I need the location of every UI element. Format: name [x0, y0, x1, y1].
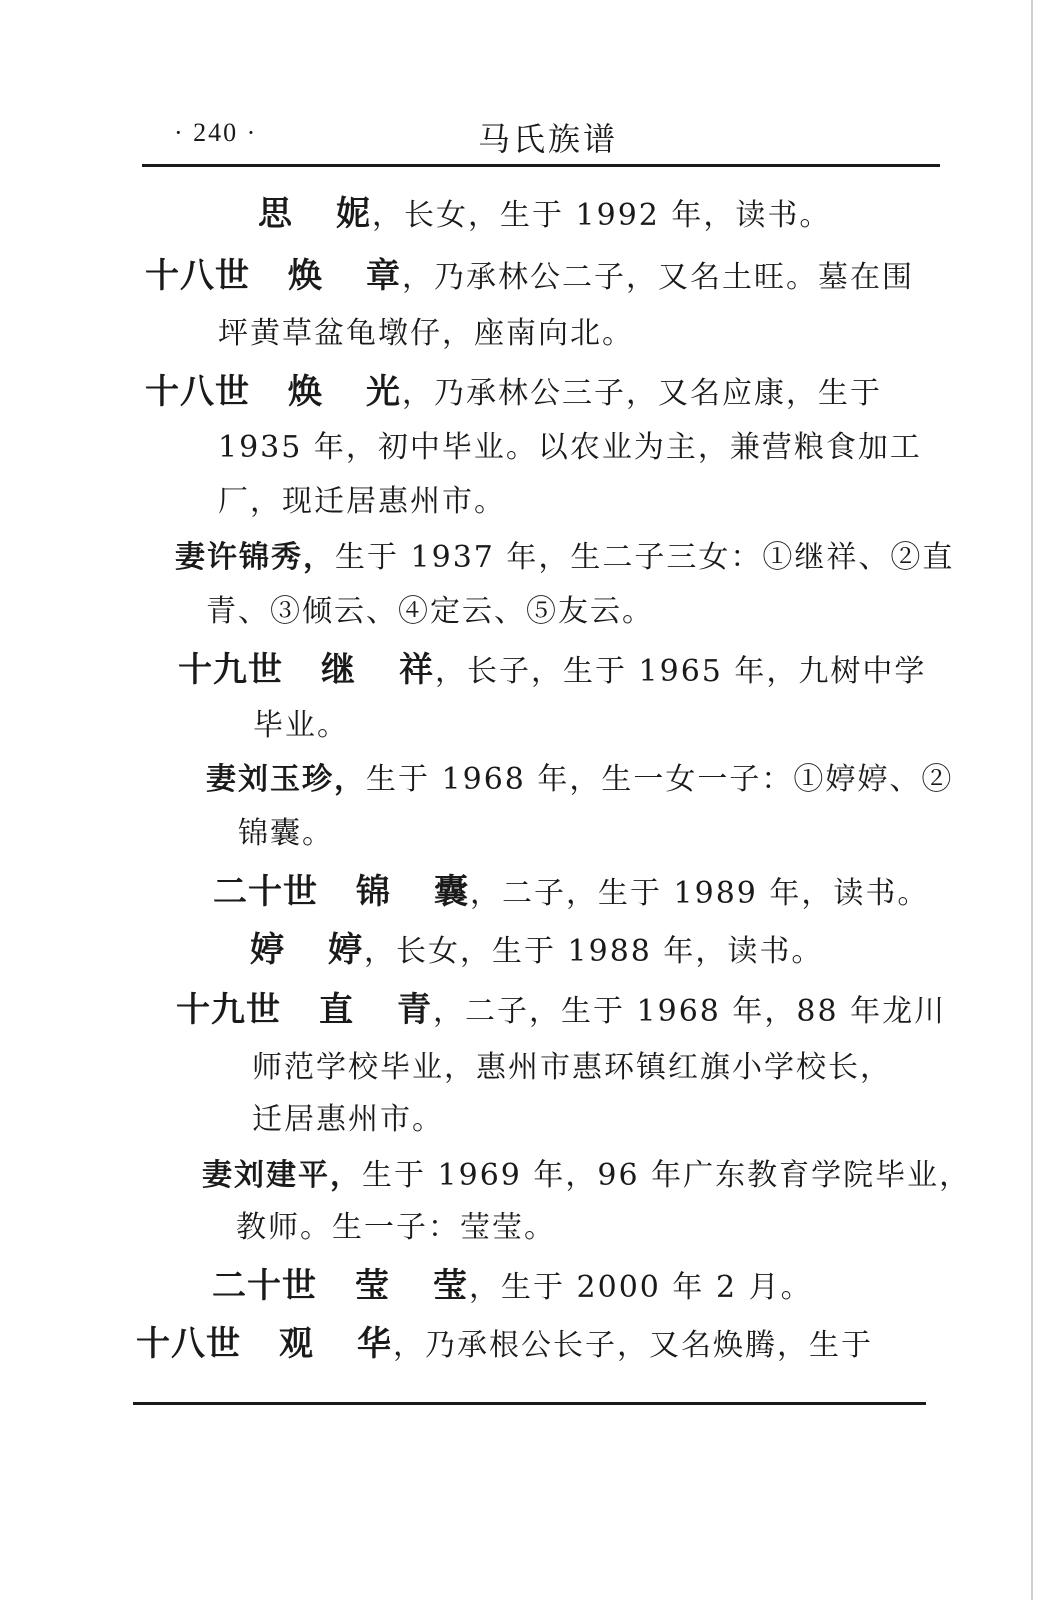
entry-line	[218, 316, 634, 352]
entry-line	[213, 874, 929, 912]
given-name: 继	[321, 650, 357, 690]
entry-line	[218, 484, 506, 520]
entry-text: 青、③倾云、④定云、⑤友云。	[206, 594, 654, 629]
entry-text: ，长女，生于 1992 年，读书。	[372, 198, 832, 233]
given-name: 章	[366, 256, 402, 296]
book-title: 马氏族谱	[478, 120, 619, 158]
entry-text: ，二子，生于 1968 年，88 年龙川	[433, 994, 947, 1029]
entry-text: 教师。生一子：莹莹。	[236, 1210, 556, 1245]
entry-line	[250, 932, 823, 970]
header-rule	[142, 164, 940, 167]
entry-line	[206, 594, 654, 630]
given-name: 光	[366, 372, 402, 412]
entry-text: 师范学校毕业，惠州市惠环镇红旗小学校长，	[252, 1050, 892, 1085]
given-name: 思	[258, 194, 294, 234]
entry-text: 生于 1968 年，生一女一子：①婷婷、②	[366, 762, 954, 797]
entry-line	[136, 1326, 873, 1364]
entry-text: ，乃承根公长子，又名焕腾，生于	[393, 1328, 873, 1363]
entry-line	[252, 1050, 892, 1086]
page-number: · 240 ·	[174, 118, 258, 147]
given-name: 莹	[433, 1266, 469, 1306]
entry-text: ，二子，生于 1989 年，读书。	[470, 876, 930, 911]
entry-text: 厂，现迁居惠州市。	[218, 484, 506, 519]
entry-text: 迁居惠州市。	[252, 1102, 444, 1137]
given-name: 焕	[288, 256, 324, 296]
given-name: 妮	[336, 194, 372, 234]
generation-label: 二十世	[212, 1266, 317, 1306]
given-name: 直	[319, 990, 355, 1030]
generation-label: 十八世	[145, 372, 250, 412]
spouse-name: 妻刘建平，	[202, 1158, 362, 1193]
entry-line	[178, 652, 926, 690]
footer-rule	[133, 1402, 926, 1405]
entry-line	[206, 762, 953, 798]
entry-line	[236, 1210, 556, 1246]
generation-label: 十八世	[136, 1324, 241, 1364]
entry-text: ，长女，生于 1988 年，读书。	[364, 934, 824, 969]
generation-label: 十八世	[145, 256, 250, 296]
generation-label: 十九世	[176, 990, 281, 1030]
entry-text: 毕业。	[253, 708, 349, 743]
given-name: 青	[397, 990, 433, 1030]
generation-label: 二十世	[213, 872, 318, 912]
entry-text: ，乃承林公三子，又名应康，生于	[402, 376, 882, 411]
entry-line	[253, 708, 349, 744]
generation-label: 十九世	[178, 650, 283, 690]
spouse-name: 妻许锦秀，	[175, 540, 335, 575]
given-name: 观	[279, 1324, 315, 1364]
entry-text: 1935 年，初中毕业。以农业为主，兼营粮食加工	[218, 430, 922, 465]
entry-line	[175, 540, 954, 576]
entry-text: ，长子，生于 1965 年，九树中学	[435, 654, 927, 689]
given-name: 莹	[355, 1266, 391, 1306]
entry-line	[218, 430, 922, 466]
entry-line	[176, 992, 946, 1030]
given-name: 焕	[288, 372, 324, 412]
spouse-name: 妻刘玉珍，	[206, 762, 366, 797]
entry-line	[202, 1158, 971, 1194]
given-name: 囊	[434, 872, 470, 912]
entry-line	[238, 816, 334, 852]
entry-text: 生于 1937 年，生二子三女：①继祥、②直	[335, 540, 955, 575]
given-name: 婷	[328, 930, 364, 970]
given-name: 华	[357, 1324, 393, 1364]
page-edge	[1031, 0, 1033, 1600]
entry-line	[145, 374, 882, 412]
given-name: 锦	[356, 872, 392, 912]
entry-line	[252, 1102, 444, 1138]
page-header	[142, 112, 940, 168]
entry-text: 锦囊。	[238, 816, 334, 851]
given-name: 祥	[399, 650, 435, 690]
entry-text: ，乃承林公二子，又名土旺。墓在围	[402, 260, 914, 295]
entry-line	[212, 1268, 813, 1306]
entry-text: 坪黄草盆龟墩仔，座南向北。	[218, 316, 634, 351]
entry-line	[258, 196, 831, 234]
entry-text: ，生于 2000 年 2 月。	[469, 1270, 813, 1305]
given-name: 婷	[250, 930, 286, 970]
entry-line	[145, 258, 914, 296]
entry-text: 生于 1969 年，96 年广东教育学院毕业，	[362, 1158, 972, 1193]
